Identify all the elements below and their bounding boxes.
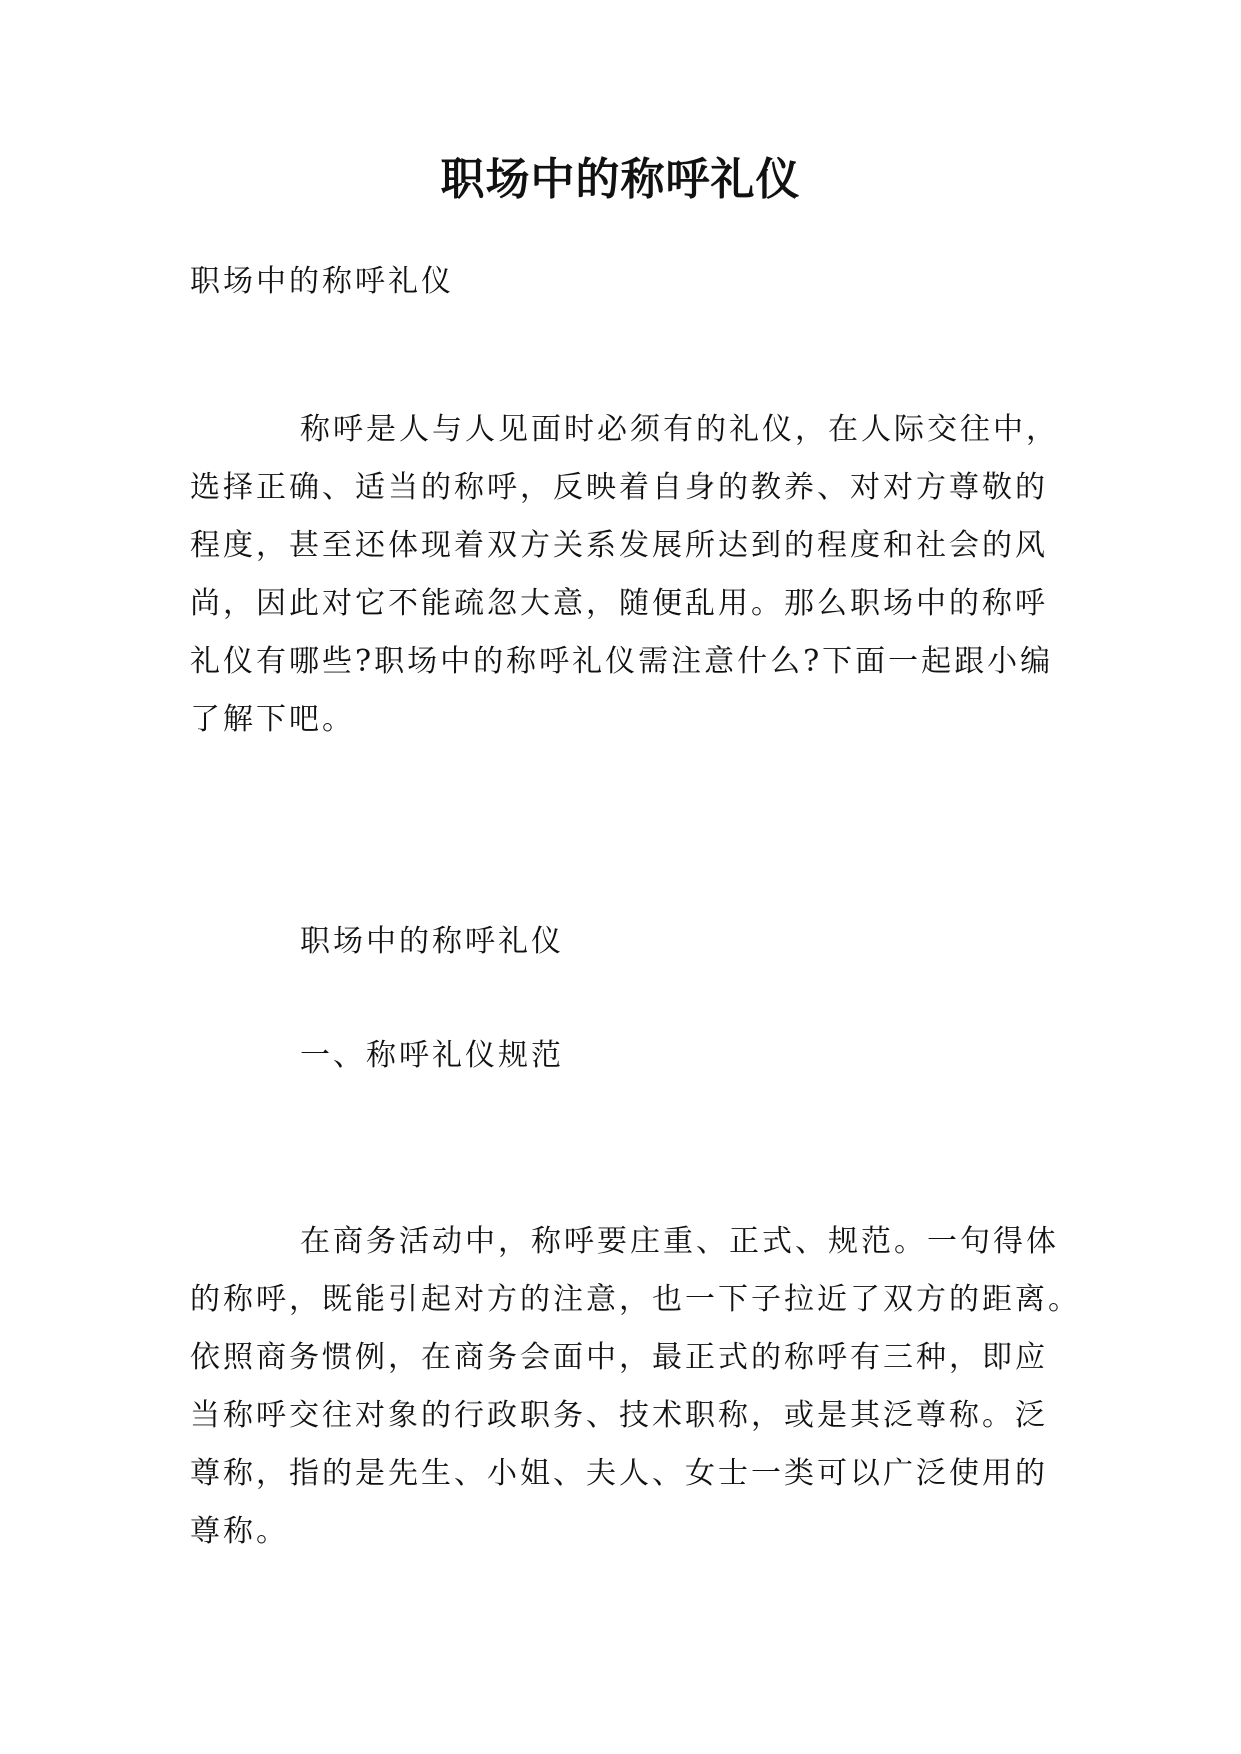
intro-line-1: 称呼是人与人见面时必须有的礼仪，在人际交往中， [300,412,1059,447]
intro-line-3: 程度，甚至还体现着双方关系发展所达到的程度和社会的风 [190,528,1048,563]
intro-line-6: 了解下吧。 [190,702,355,737]
section-1-heading: 一、称呼礼仪规范 [300,1038,564,1073]
section-heading: 职场中的称呼礼仪 [300,924,564,959]
section-1-line-4: 当称呼交往对象的行政职务、技术职称，或是其泛尊称。泛 [190,1398,1048,1433]
intro-line-5: 礼仪有哪些?职场中的称呼礼仪需注意什么?下面一起跟小编 [190,644,1054,679]
section-1-line-6: 尊称。 [190,1514,289,1549]
section-1-line-2: 的称呼，既能引起对方的注意，也一下子拉近了双方的距离。 [190,1282,1081,1317]
section-1-line-5: 尊称，指的是先生、小姐、夫人、女士一类可以广泛使用的 [190,1456,1048,1491]
document-subtitle: 职场中的称呼礼仪 [190,264,454,299]
section-1-line-3: 依照商务惯例，在商务会面中，最正式的称呼有三种，即应 [190,1340,1048,1375]
intro-line-2: 选择正确、适当的称呼，反映着自身的教养、对对方尊敬的 [190,470,1048,505]
document-title: 职场中的称呼礼仪 [440,154,801,205]
intro-line-4: 尚，因此对它不能疏忽大意，随便乱用。那么职场中的称呼 [190,586,1048,621]
section-1-line-1: 在商务活动中，称呼要庄重、正式、规范。一句得体 [300,1224,1059,1259]
